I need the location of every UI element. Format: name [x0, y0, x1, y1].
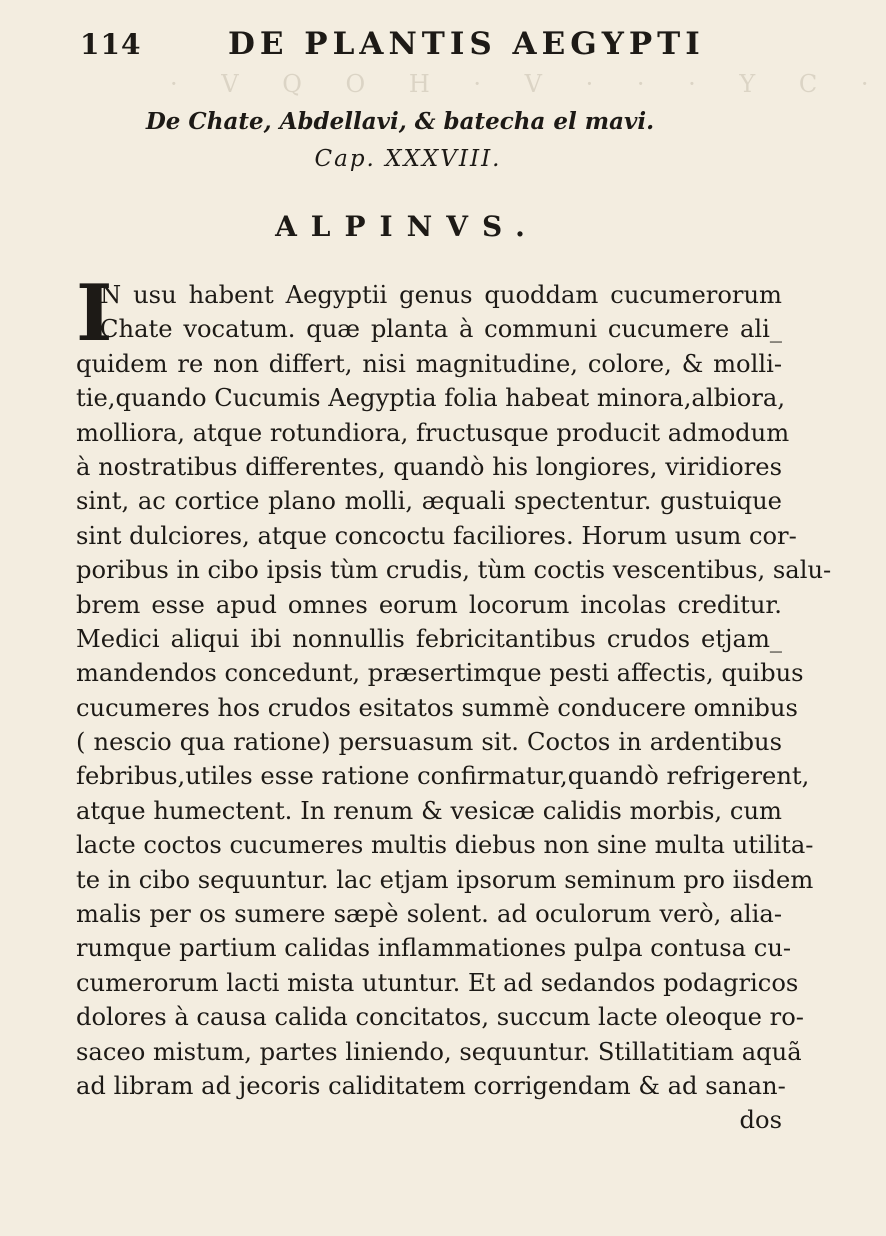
text-line: poribus in cibo ipsis tùm crudis, tùm coctis vescentibus, salu- — [76, 556, 832, 585]
catchword: dos — [739, 1106, 782, 1135]
text-line: N usu habent Aegyptii genus quoddam cucumerorum — [100, 281, 782, 309]
body-text — [76, 268, 832, 1138]
text-line: sint dulciores, atque concoctu faciliores. Horum usum cor- — [76, 521, 797, 550]
chapter-number: Cap. XXXVIII. — [314, 146, 502, 172]
text-line: ( nescio qua ratione) persuasum sit. Coctos in ardentibus — [76, 728, 782, 757]
text-line: atque humectent. In renum & vesicæ calidis morbis, cum — [76, 796, 782, 825]
text-line: Chate vocatum. quæ planta à communi cucumere ali_ — [100, 315, 782, 344]
page-number: 114 — [80, 28, 142, 61]
text-line: à nostratibus differentes, quandò his longiores, viridiores — [76, 452, 782, 481]
text-line: molliora, atque rotundiora, fructusque producit admodum — [76, 418, 790, 447]
text-line: tie,quando Cucumis Aegyptia folia habeat minora,albiora, — [76, 384, 786, 413]
text-line: ad libram ad jecoris caliditatem corrigendam & ad sanan- — [76, 1071, 786, 1100]
text-line: rumque partium calidas inflammationes pulpa contusa cu- — [76, 934, 792, 963]
text-line: saceo mistum, partes liniendo, sequuntur. Stillatitiam aquã — [76, 1037, 802, 1066]
show-through-decoration: · V Q O H · V · · · Y C · — [170, 70, 886, 98]
text-line: brem esse apud omnes eorum locorum incolas creditur. — [76, 590, 782, 619]
text-line: mandendos concedunt, præsertimque pesti affectis, quibus — [76, 659, 804, 688]
chapter-heading: De Chate, Abdellavi, & batecha el mavi. — [145, 108, 655, 135]
author-heading: ALPINVS. — [275, 210, 539, 243]
text-line: febribus,utiles esse ratione confirmatur,quandò refrigerent, — [76, 762, 810, 791]
text-line: quidem re non differt, nisi magnitudine, colore, & molli- — [76, 349, 782, 378]
text-line: cumerorum lacti mista utuntur. Et ad sedandos podagricos — [76, 968, 799, 997]
text-line: dolores à causa calida concitatos, succum lacte oleoque ro- — [76, 1003, 804, 1032]
text-line: malis per os sumere sæpè solent. ad oculorum verò, alia- — [76, 900, 782, 929]
text-line: sint, ac cortice plano molli, æquali spectentur. gustuique — [76, 487, 782, 516]
text-line: Medici aliqui ibi nonnullis febricitantibus crudos etjam_ — [76, 624, 782, 653]
running-title: DE PLANTIS AEGYPTI — [228, 26, 705, 62]
running-head — [80, 22, 710, 66]
text-line: cucumeres hos crudos esitatos summè conducere omnibus — [76, 693, 798, 722]
drop-cap: I — [76, 268, 113, 359]
text-line: te in cibo sequuntur. lac etjam ipsorum seminum pro iisdem — [76, 865, 814, 894]
text-line: lacte coctos cucumeres multis diebus non sine multa utilita- — [76, 831, 814, 860]
